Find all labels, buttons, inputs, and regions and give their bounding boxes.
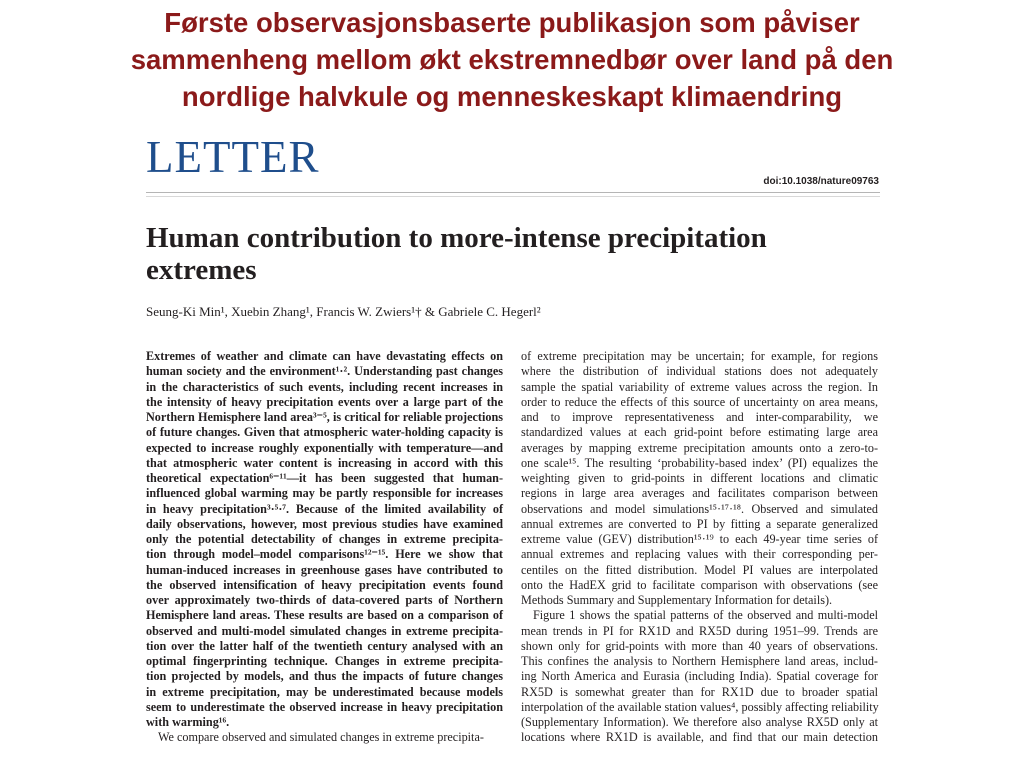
abstract-line: the intensity of heavy precipitation events over a large part of the: [146, 394, 503, 409]
paper-title: [146, 222, 886, 286]
body-column-right: [521, 349, 878, 746]
body-line: shown only for grid-points with more than 40 years of observations.: [521, 638, 878, 653]
abstract-column: [146, 349, 503, 746]
body-line: averages by mapping extreme precipitation amounts onto a zero-to-: [521, 440, 878, 455]
body-line: locations where RX1D is available, and find that our main detection: [521, 730, 878, 745]
abstract-line: optimal fingerprinting technique. Changes in extreme precipita-: [146, 654, 503, 668]
body-line: Figure 1 shows the spatial patterns of the observed and multi-model: [533, 608, 878, 623]
body-line: weighting given to grid-points in different locations and climatic: [521, 471, 878, 485]
body-line: where the distribution of individual stations does not adequately: [521, 364, 878, 379]
abstract-line: in heavy precipitation³·⁵·⁷. Because of the limited availability of: [146, 501, 503, 516]
abstract-line: seem to underestimate the observed increase in heavy precipitation: [146, 699, 503, 714]
abstract-line: in extreme precipitation, may be underestimated because models: [146, 684, 503, 699]
slide-title-line: nordlige halvkule og menneskeskapt klimaendring: [181, 81, 843, 112]
body-line: observations and model simulations¹⁵·¹⁷·¹⁸. Observed and simulated: [521, 501, 878, 516]
abstract-line: in the characteristics of such events, including recent increases in: [146, 379, 503, 394]
abstract-line: human society and the environment¹·². Understanding past changes: [146, 364, 503, 379]
divider: [146, 196, 880, 197]
body-line: one scale¹⁵. The resulting ‘probability-based index’ (PI) equalizes the: [521, 455, 878, 470]
section-heading-letter: LETTER: [146, 132, 320, 182]
paper-title-line: extremes: [146, 254, 257, 286]
slide-title-line: sammenheng mellom økt ekstremnedbør over land på den: [130, 44, 894, 75]
body-line: annual extremes and replacing values with their corresponding per-: [521, 547, 878, 562]
abstract-line: influenced global warming may be partly responsible for increases: [146, 486, 503, 501]
body-line: onto the HadEX grid to facilitate comparison with observations (see: [521, 577, 878, 592]
body-line: ing North America and Eurasia (including India). Spatial coverage for: [521, 669, 878, 684]
abstract-line: Northern Hemisphere land area³⁻⁵, is critical for reliable projections: [146, 410, 503, 424]
abstract-line: the observed intensification of heavy precipitation events found: [146, 577, 503, 592]
body-line: extreme value (GEV) distribution¹⁵·¹⁹ to each 49-year time series of: [521, 532, 878, 546]
abstract-line: Hemisphere land areas. These results are based on a comparison of: [146, 608, 503, 623]
body-line: and to improve representativeness and inter-comparability, we: [521, 410, 878, 424]
abstract-line: that atmospheric water content is increasing in accord with this: [146, 455, 503, 470]
body-line: This confines the analysis to Northern Hemisphere land areas, includ-: [521, 654, 878, 668]
body-line: (Supplementary Information). We therefore also analyse RX5D only at: [521, 715, 878, 729]
abstract-line: expected to increase roughly exponentially with temperature—and: [146, 440, 503, 455]
abstract-line: human-induced increases in greenhouse gases have contributed to: [146, 562, 503, 577]
body-line: Methods Summary and Supplementary Information for details).: [521, 593, 833, 607]
author-list: Seung-Ki Min¹, Xuebin Zhang¹, Francis W. Zwiers¹† & Gabriele C. Hegerl²: [146, 304, 541, 319]
abstract-line: daily observations, however, most previous studies have examined: [146, 516, 503, 531]
abstract-line: theoretical expectation⁶⁻¹¹—it has been suggested that human-: [146, 471, 503, 485]
body-line: annual extremes are converted to PI by fitting a separate generalized: [521, 516, 878, 531]
body-line: interpolation of the available station values⁴, possibly affecting reliability: [521, 699, 879, 714]
abstract-line: only the potential detectability of changes in extreme precipita-: [146, 532, 503, 546]
abstract-line: tion over the latter half of the twentieth century analysed with an: [146, 638, 503, 653]
body-line: sample the spatial variability of extreme values across the region. In: [521, 379, 878, 394]
slide-title-line: Første observasjonsbaserte publikasjon som påviser: [164, 7, 860, 38]
abstract-line: tion projected by models, and thus the impacts of future changes: [146, 669, 503, 684]
abstract-line: observed and multi-model simulated changes in extreme precipita-: [146, 623, 503, 638]
abstract-line: Extremes of weather and climate can have devastating effects on: [146, 349, 503, 363]
doi-label: doi:10.1038/nature09763: [763, 176, 879, 187]
abstract-line: over approximately two-thirds of data-covered parts of Northern: [146, 593, 503, 607]
body-line: standardized values at each grid-point before estimating large area: [521, 425, 878, 440]
body-line: of extreme precipitation may be uncertain; for example, for regions: [521, 349, 878, 363]
body-line: We compare observed and simulated changes in extreme precipita-: [158, 730, 484, 745]
body-line: centiles on the fitted distribution. Model PI values are interpolated: [521, 562, 878, 577]
body-line: RX5D is somewhat greater than for RX1D due to broader spatial: [521, 684, 878, 699]
body-line: regions in large area averages and facilitates comparison between: [521, 486, 878, 501]
abstract-line: tion through model–model comparisons¹²⁻¹⁵. Here we show that: [146, 547, 503, 562]
abstract-line: of future changes. Given that atmospheric water-holding capacity is: [146, 425, 503, 440]
body-line: mean trends in PI for RX1D and RX5D during 1951–99. Trends are: [521, 623, 878, 638]
abstract-line: with warming¹⁶.: [146, 715, 230, 729]
slide-title: [0, 4, 1024, 115]
divider: [146, 192, 880, 193]
paper-title-line: Human contribution to more-intense precipitation: [146, 222, 767, 254]
body-line: order to reduce the effects of this source of uncertainty on area means,: [521, 394, 878, 409]
